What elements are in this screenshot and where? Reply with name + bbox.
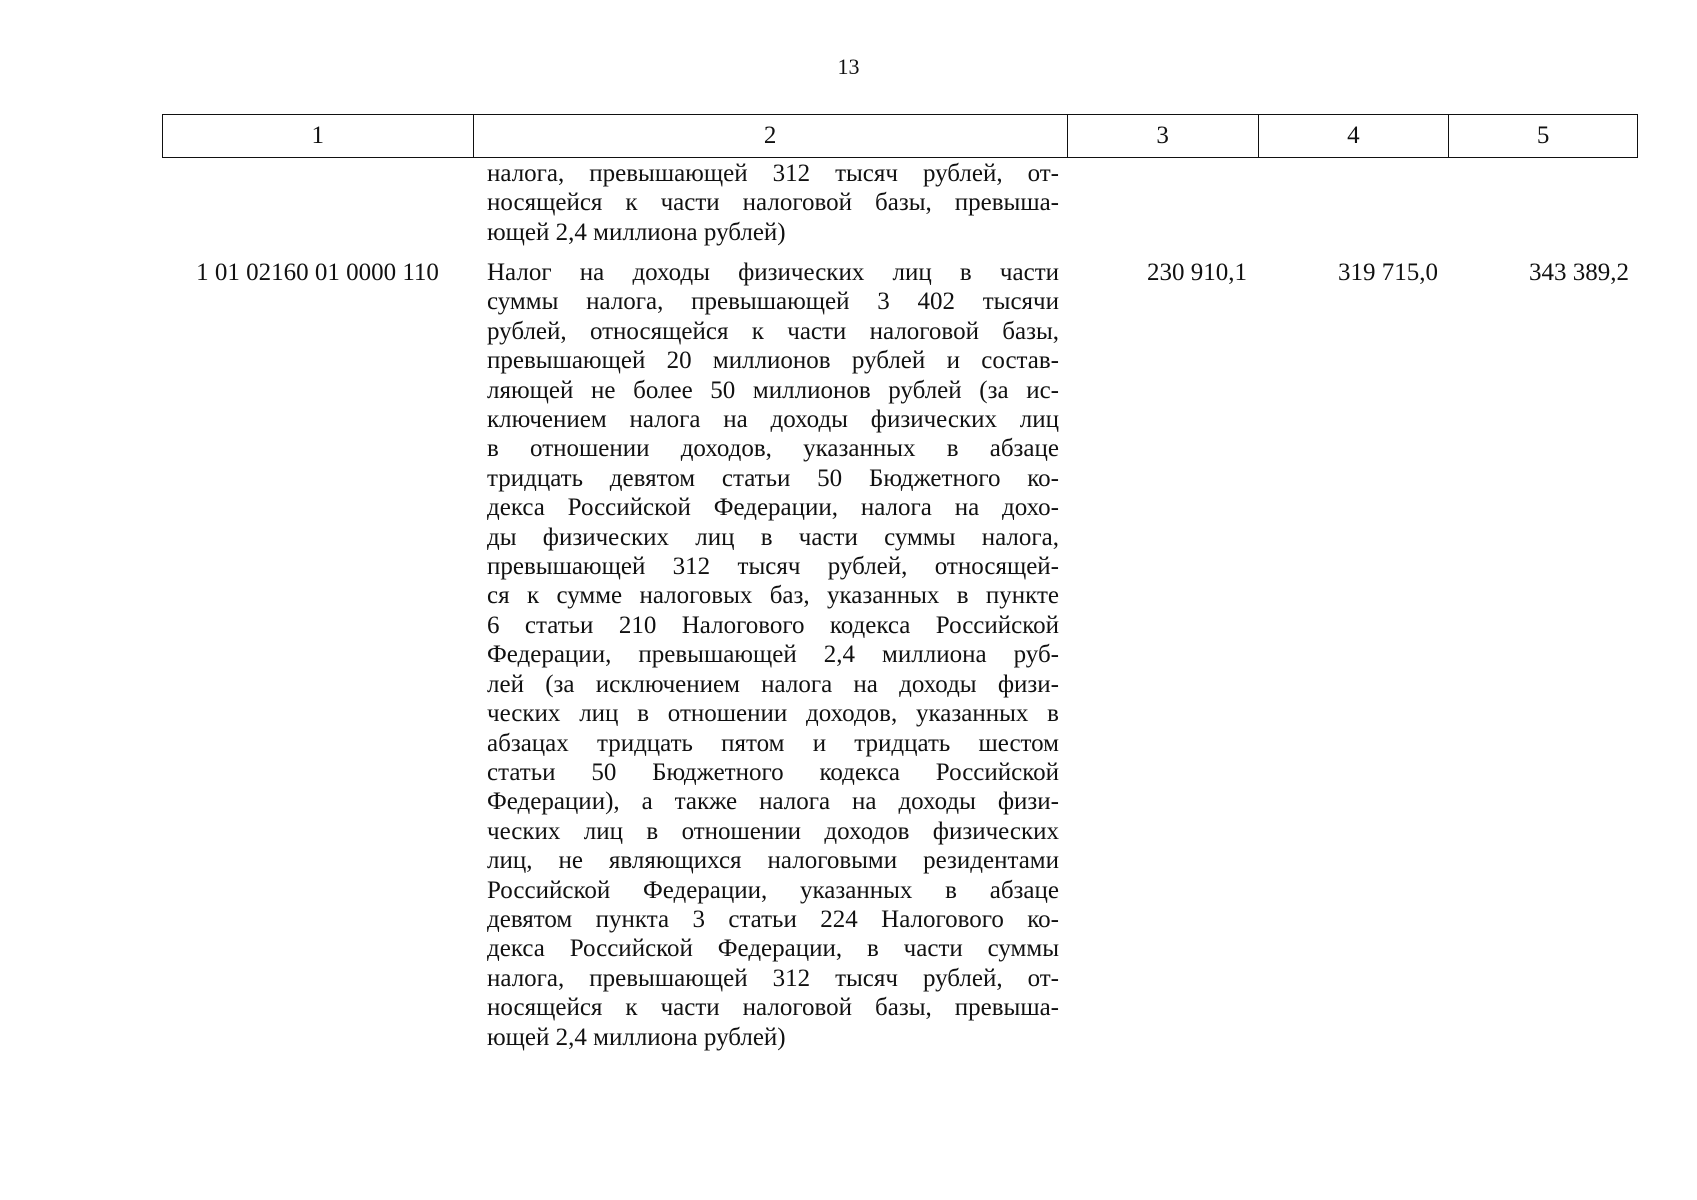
row-description-line: ческих лиц в отношении доходов физических	[487, 817, 1059, 845]
row-description-line: лиц, не являющихся налоговыми резидентами	[487, 847, 1059, 875]
table-header-row	[162, 114, 1638, 158]
row-description-line: ся к сумме налоговых баз, указанных в пункте	[487, 582, 1059, 610]
row-description-line: лей (за исключением налога на доходы физи-	[487, 670, 1059, 698]
row-description-line: в отношении доходов, указанных в абзаце	[487, 435, 1059, 463]
column-header-1: 1	[163, 115, 474, 157]
row-description	[487, 258, 1059, 1052]
row-description-line: ющей 2,4 миллиона рублей)	[487, 1023, 786, 1051]
row-description-line: статьи 50 Бюджетного кодекса Российской	[487, 758, 1059, 786]
row-description-line: ды физических лиц в части суммы налога,	[487, 523, 1059, 551]
row-description-line: превышающей 20 миллионов рублей и состав-	[487, 347, 1059, 375]
continued-description	[487, 159, 1059, 247]
row-description-line: абзацах тридцать пятом и тридцать шестом	[487, 729, 1059, 757]
row-description-line: рублей, относящейся к части налоговой базы,	[487, 317, 1059, 345]
row-description-line: превышающей 312 тысяч рублей, относящей-	[487, 553, 1059, 581]
page-number: 13	[837, 54, 860, 79]
row-description-line: девятом пункта 3 статьи 224 Налогового ко-	[487, 905, 1059, 933]
row-description-line: декса Российской Федерации, в части суммы	[487, 935, 1059, 963]
row-description-line: декса Российской Федерации, налога на дохо-	[487, 494, 1059, 522]
row-description-line: Российской Федерации, указанных в абзаце	[487, 876, 1059, 904]
column-header-4: 4	[1259, 115, 1450, 157]
row-description-line: носящейся к части налоговой базы, превыша-	[487, 994, 1059, 1022]
row-description-line: Федерации, превышающей 2,4 миллиона руб-	[487, 641, 1059, 669]
continued-description-line: налога, превышающей 312 тысяч рублей, от-	[487, 160, 1059, 187]
continued-description-line: ющей 2,4 миллиона рублей)	[487, 218, 786, 246]
column-header-3: 3	[1068, 115, 1259, 157]
row-description-line: Налог на доходы физических лиц в части	[487, 259, 1059, 286]
row-description-line: Федерации), а также налога на доходы физи-	[487, 788, 1059, 816]
row-description-line: тридцать девятом статьи 50 Бюджетного ко-	[487, 464, 1059, 492]
row-description-line: налога, превышающей 312 тысяч рублей, от-	[487, 964, 1059, 992]
column-header-2: 2	[474, 115, 1068, 157]
value-column-3: 230 910,1	[1147, 259, 1247, 286]
row-description-line: ляющей не более 50 миллионов рублей (за ис-	[487, 376, 1059, 404]
column-header-5: 5	[1536, 122, 1550, 149]
row-description-line: 6 статьи 210 Налогового кодекса Российской	[487, 611, 1059, 639]
value-column-4: 319 715,0	[1338, 259, 1438, 286]
value-column-5: 343 389,2	[1529, 259, 1629, 286]
budget-classification-code: 1 01 02160 01 0000 110	[196, 259, 439, 286]
row-description-line: ческих лиц в отношении доходов, указанных в	[487, 700, 1059, 728]
continued-description-line: носящейся к части налоговой базы, превыша-	[487, 189, 1059, 217]
row-description-line: суммы налога, превышающей 3 402 тысячи	[487, 288, 1059, 316]
row-description-line: ключением налога на доходы физических лиц	[487, 406, 1059, 434]
